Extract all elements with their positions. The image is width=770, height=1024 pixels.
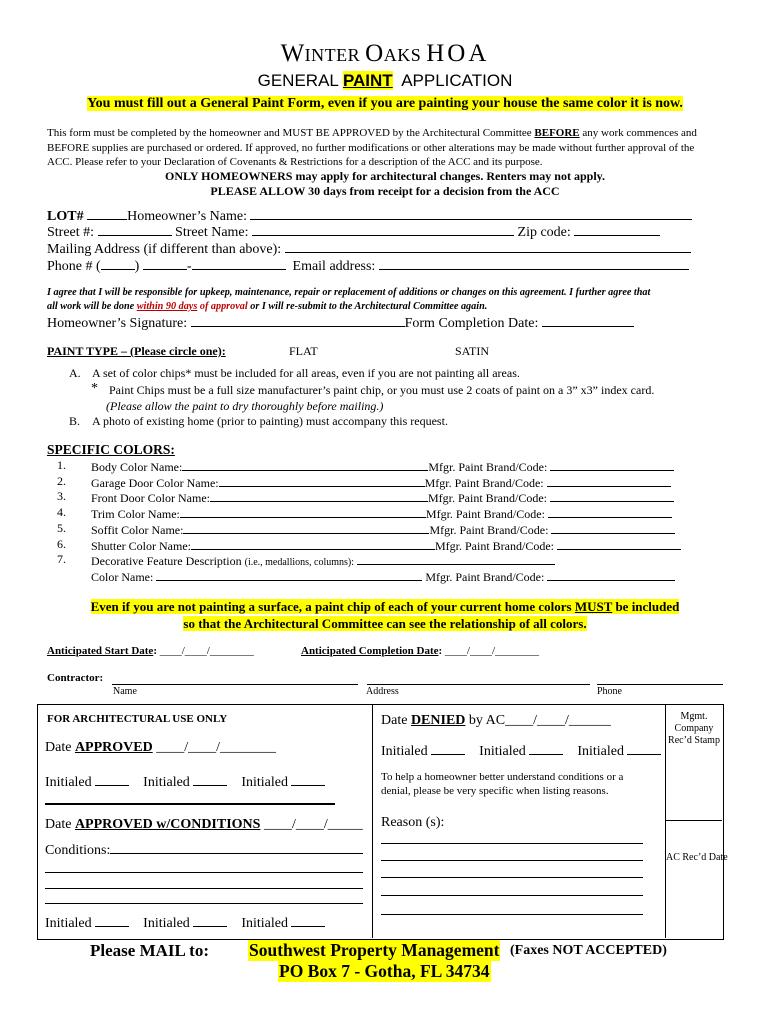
mailing-row: Mailing Address (if different than above): (47, 240, 691, 258)
mailing-address-field[interactable] (285, 240, 691, 253)
approved-initials-row: Initialed Initialed Initialed (45, 773, 325, 791)
contractor-address-field[interactable] (367, 672, 590, 685)
ac-recd-date-label: AC Rec’d Date (666, 852, 728, 863)
denied-initial-3[interactable] (627, 742, 661, 755)
reasons-label: Reason (s): (381, 815, 445, 830)
paint-highlight: PAINT (342, 71, 393, 90)
lot-field[interactable] (87, 207, 127, 220)
mfgr-code-field[interactable] (557, 537, 681, 550)
approved-conditions-date-field[interactable]: ____/____/_____ (263, 817, 363, 832)
color-item-label: Soffit Color Name: (91, 523, 184, 537)
item-a-text: A set of color chips* must be included for all areas, even if you are not painting all areas. (92, 366, 520, 380)
decor-description-field[interactable] (357, 552, 555, 565)
contractor-address-caption: Address (366, 686, 399, 697)
allow-30-days: PLEASE ALLOW 30 days from receipt for a decision from the ACC (210, 184, 560, 198)
color-item-label: Body Color Name: (91, 460, 183, 474)
item-b-text: A photo of existing home (prior to painting) must accompany this request. (92, 414, 448, 428)
color-item-label: Trim Color Name: (91, 507, 180, 521)
color-item-label: Front Door Color Name: (91, 491, 210, 505)
conditions-initials-row: Initialed Initialed Initialed (45, 914, 325, 932)
homeowner-name-field[interactable] (250, 207, 692, 220)
lot-row: LOT# Homeowner’s Name: (47, 207, 692, 225)
denied-initials-row: Initialed Initialed Initialed (381, 742, 661, 760)
notice-banner: You must fill out a General Paint Form, even if you are painting your house the same color it is now. (87, 96, 683, 111)
approved-separator (45, 803, 335, 805)
color-item-row (91, 489, 674, 506)
color-item-row (91, 521, 675, 538)
decor-color-row: Color Name: Mfgr. Paint Brand/Code: (91, 568, 675, 585)
decor-color-name-field[interactable] (156, 568, 422, 581)
color-name-field[interactable] (191, 537, 435, 550)
color-item-label: Shutter Color Name: (91, 539, 191, 553)
start-date-field[interactable]: ____/____/________ (159, 645, 254, 657)
signature-field[interactable] (191, 314, 405, 327)
intro-line-1: This form must be completed by the homeowner and MUST BE APPROVED by the Architectural Committee BEFORE any work commences and (47, 127, 697, 139)
street-number-field[interactable] (98, 223, 172, 236)
conditions-field-3[interactable] (45, 888, 363, 889)
conditions-field-2[interactable] (45, 872, 363, 873)
mfgr-code-field[interactable] (547, 474, 671, 487)
color-item-row (91, 505, 672, 522)
color-name-field[interactable] (183, 521, 429, 534)
approved-initial-2[interactable] (193, 773, 227, 786)
contractor-label: Contractor: (47, 672, 104, 684)
color-item-number: 4. (57, 505, 66, 519)
agreement-line-2: all work will be done within 90 days of approval or I will re-submit to the Architectural Committee again. (47, 301, 488, 312)
conditions-initial-2[interactable] (193, 914, 227, 927)
mgmt-stamp-divider (665, 820, 722, 821)
decor-row: Decorative Feature Description (i.e., medallions, columns): (91, 552, 555, 569)
intro-line-3: ACC. Please refer to your Declaration of Covenants & Restrictions for a description of the ACC and its purpose. (47, 156, 543, 168)
color-name-field[interactable] (182, 458, 428, 471)
denied-help-text: To help a homeowner better understand conditions or a denial, please be very specific when listing reasons. (381, 771, 624, 797)
paint-type-label: PAINT TYPE – (Please circle one): (47, 344, 226, 358)
mail-label: Please MAIL to: (90, 941, 209, 960)
star-marker: * (91, 381, 98, 396)
conditions-initial-1[interactable] (95, 914, 129, 927)
street-name-field[interactable] (252, 223, 514, 236)
mfgr-code-field[interactable] (550, 458, 674, 471)
chip-notice-2: so that the Architectural Committee can see the relationship of all colors. (183, 616, 587, 631)
arch-divider-2 (665, 704, 666, 938)
reason-field-2[interactable] (381, 860, 643, 861)
paint-type-flat[interactable]: FLAT (289, 344, 318, 358)
reason-field-1[interactable] (381, 843, 643, 844)
approved-initial-1[interactable] (95, 773, 129, 786)
fax-note: (Faxes NOT ACCEPTED) (510, 943, 667, 958)
color-item-number: 5. (57, 521, 66, 535)
approved-initial-3[interactable] (291, 773, 325, 786)
denied-initial-1[interactable] (431, 742, 465, 755)
conditions-field-1[interactable] (110, 841, 363, 854)
homeowners-only: ONLY HOMEOWNERS may apply for architectural changes. Renters may not apply. (164, 169, 605, 183)
color-item-number: 6. (57, 537, 66, 551)
mgmt-stamp-label: Mgmt. Company Rec’d Stamp (668, 711, 720, 746)
mfgr-label: Mfgr. Paint Brand/Code: (429, 523, 549, 537)
mfgr-code-field[interactable] (548, 505, 672, 518)
form-title: WINTER OAKS HOA (280, 40, 490, 67)
specific-colors-heading: SPECIFIC COLORS: (47, 442, 175, 457)
color-name-field[interactable] (219, 474, 425, 487)
phone-prefix-field[interactable] (143, 257, 187, 270)
conditions-row: Conditions: (45, 841, 363, 859)
street-row: Street #: Street Name: Zip code: (47, 223, 660, 241)
date-approved-field[interactable]: ____/____/________ (156, 740, 276, 755)
color-item-label: Garage Door Color Name: (91, 476, 219, 490)
reason-field-3[interactable] (381, 877, 643, 878)
mfgr-label: Mfgr. Paint Brand/Code: (428, 491, 547, 505)
anticipated-completion-field[interactable]: ____/____/________ (444, 645, 540, 657)
contractor-name-caption: Name (113, 686, 137, 697)
item-a-marker: A. (69, 366, 81, 380)
phone-row: Phone # ( ) - Email address: (47, 257, 689, 275)
phone-line-field[interactable] (192, 257, 286, 270)
contractor-name-field[interactable] (112, 672, 358, 685)
po-box: PO Box 7 - Gotha, FL 34734 (279, 961, 490, 981)
mfgr-label: Mfgr. Paint Brand/Code: (434, 539, 554, 553)
mfgr-label: Mfgr. Paint Brand/Code: (425, 507, 545, 521)
date-denied-field[interactable]: by AC____/____/______ (465, 713, 611, 728)
mfgr-code-field[interactable] (550, 489, 674, 502)
color-name-field[interactable] (210, 489, 428, 502)
zip-code-field[interactable] (574, 223, 660, 236)
paint-type-satin[interactable]: SATIN (455, 344, 490, 358)
agreement-line-1: I agree that I will be responsible for upkeep, maintenance, repair or replacement of additions or changes on this agreement. I further agree that (47, 287, 651, 298)
completion-date-row: Anticipated Completion Date: ____/____/________ (301, 645, 540, 657)
item-b-marker: B. (69, 414, 81, 428)
color-item-number: 3. (57, 489, 66, 503)
email-field[interactable] (379, 257, 689, 270)
arch-divider-1 (372, 704, 373, 938)
color-name-field[interactable] (180, 505, 426, 518)
start-date-row: Anticipated Start Date: ____/____/________ (47, 645, 254, 657)
color-item-number: 2. (57, 474, 66, 488)
signature-row: Homeowner’s Signature: Form Completion Date: (47, 314, 634, 332)
mfgr-label: Mfgr. Paint Brand/Code: (428, 460, 548, 474)
arch-use-header: FOR ARCHITECTURAL USE ONLY (47, 713, 228, 725)
allow-dry-note: (Please allow the paint to dry thoroughly before mailing.) (106, 399, 384, 413)
contractor-phone-caption: Phone (597, 686, 622, 697)
chip-notice-1: Even if you are not painting a surface, a paint chip of each of your current home colors MUST be included (90, 599, 680, 614)
conditions-initial-3[interactable] (291, 914, 325, 927)
contractor-phone-field[interactable] (597, 672, 723, 685)
color-item-number: 1. (57, 458, 66, 472)
denied-initial-2[interactable] (529, 742, 563, 755)
mfgr-label: Mfgr. Paint Brand/Code: (424, 476, 544, 490)
date-approved-row: Date APPROVED ____/____/________ (45, 740, 276, 755)
intro-line-2: BEFORE supplies are purchased or ordered. If approved, no further modifications or other alterations may be made without further approval of the (47, 142, 695, 154)
mfgr-code-field[interactable] (551, 521, 675, 534)
phone-area-code-field[interactable] (101, 257, 135, 270)
reason-field-5[interactable] (381, 914, 643, 915)
form-subtitle: GENERAL PAINT APPLICATION (257, 71, 513, 90)
star-text: Paint Chips must be a full size manufacturer’s paint chip, or you must use 2 coats of paint on a 3” x3” index card. (109, 383, 655, 397)
conditions-field-4[interactable] (45, 903, 363, 904)
completion-date-field[interactable] (542, 314, 634, 327)
color-item-row (91, 458, 674, 475)
decor-number: 7. (57, 552, 66, 566)
date-denied-row: Date DENIED by AC____/____/______ (381, 713, 611, 728)
reason-field-4[interactable] (381, 895, 643, 896)
approved-conditions-row: Date APPROVED w/CONDITIONS ____/____/_____ (45, 817, 363, 832)
company-name: Southwest Property Management (249, 940, 500, 960)
decor-mfgr-field[interactable] (547, 568, 675, 581)
